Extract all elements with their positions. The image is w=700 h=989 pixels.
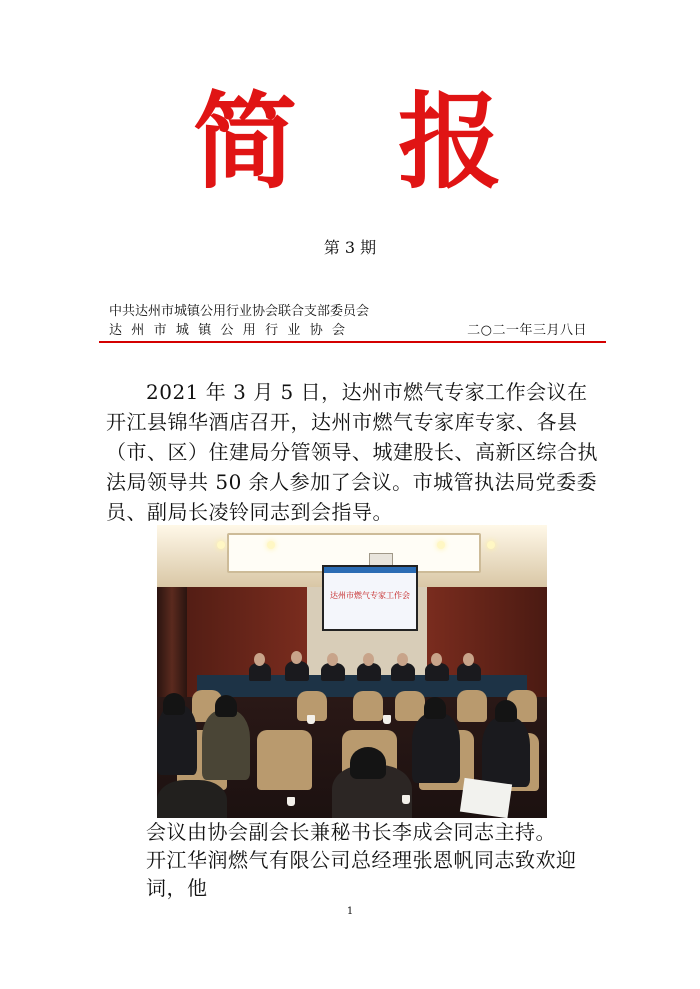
body-paragraph-1: 2021 年 3 月 5 日，达州市燃气专家工作会议在开江县锦华酒店召开，达州市燃气专家库专家、各县（市、区）住建局分管领导、城建股长、高新区综合执法局领导共 50 余人参加了会议。市城管执法局党委委员、副局长凌铃同志到会指导。 — [106, 380, 598, 524]
issue-date: 二○二一年三月八日 — [467, 323, 587, 338]
issuer-row — [109, 322, 587, 340]
issue-number: 第 3 期 — [323, 238, 377, 257]
header-divider — [99, 341, 606, 343]
issuer-party-branch: 中共达州市城镇公用行业协会联合支部委员会 — [109, 304, 370, 319]
body-paragraph-2: 会议由协会副会长兼秘书长李成会同志主持。 — [146, 820, 556, 844]
report-title-right-char: 报 — [398, 80, 503, 203]
projection-screen — [322, 565, 418, 631]
page-number: 1 — [346, 906, 354, 917]
issuer-association: 达州市城镇公用行业协会 — [109, 323, 355, 338]
meeting-photo — [157, 525, 547, 818]
screen-title: 达州市燃气专家工作会 — [330, 591, 410, 600]
body-paragraph-3: 开江华润燃气有限公司总经理张恩帆同志致欢迎词，他 — [146, 848, 577, 900]
report-title-left-char: 简 — [193, 80, 298, 203]
